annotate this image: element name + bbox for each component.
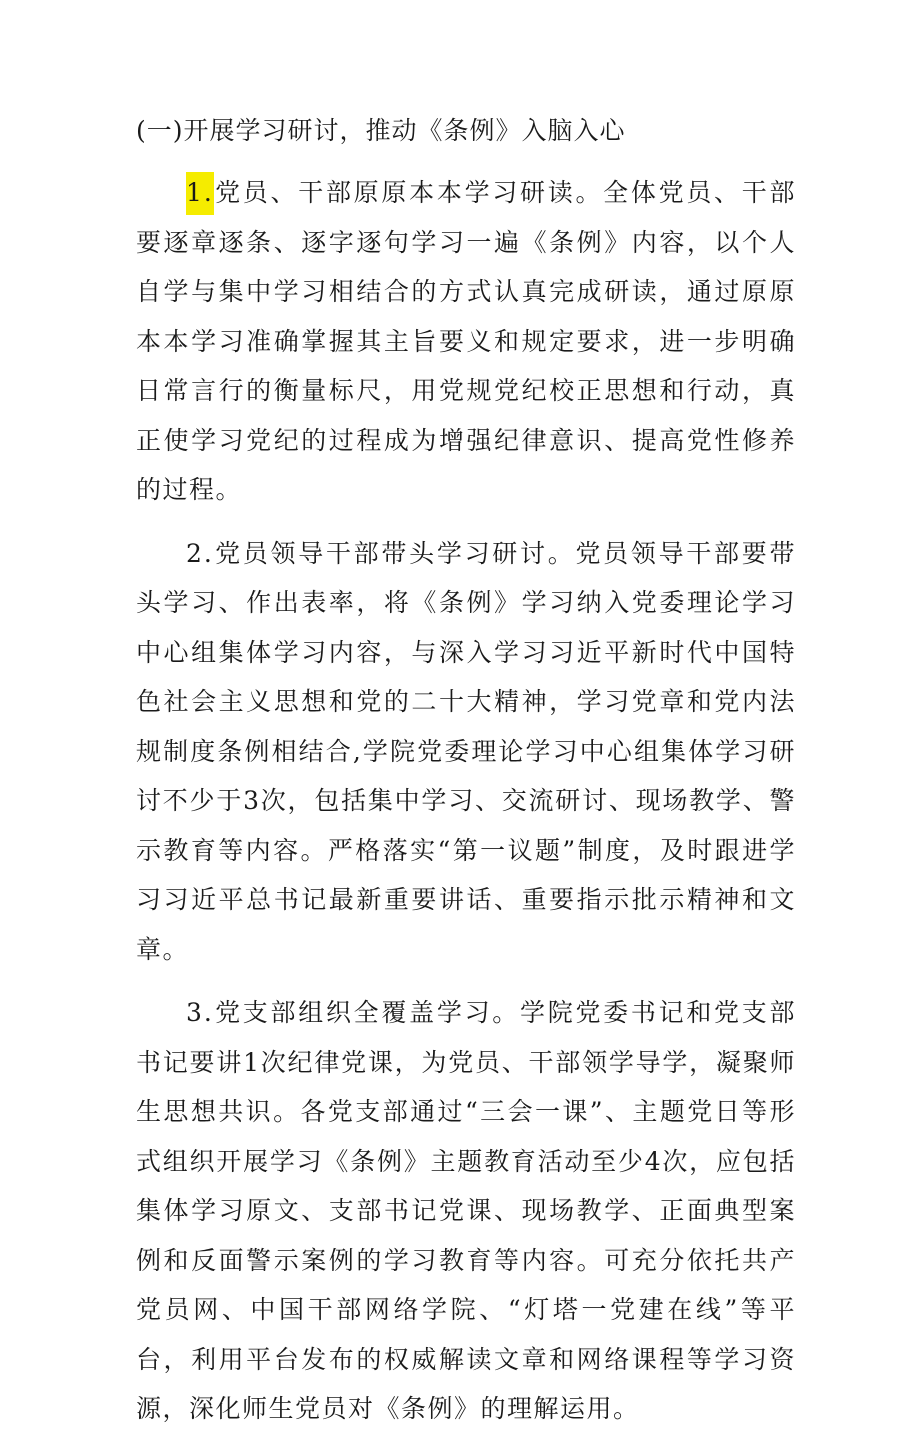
paragraph-3 — [136, 988, 796, 1434]
paragraph-text: 党员、干部原原本本学习研读。全体党员、干部要逐章逐条、逐字逐句学习一遍《条例》内容，以个人自学与集中学习相结合的方式认真完成研读，通过原原本本学习准确掌握其主旨要义和规定要求，进一步明确日常言行的衡量标尺，用党规党纪校正思想和行动，真正使学习党纪的过程成为增强纪律意识、提高党性修养的过程。 — [136, 178, 796, 504]
paragraph-number: 3. — [186, 998, 214, 1027]
document-body — [136, 113, 796, 1434]
paragraph-text: 党员领导干部带头学习研讨。党员领导干部要带头学习、作出表率，将《条例》学习纳入党委理论学习中心组集体学习内容，与深入学习习近平新时代中国特色社会主义思想和党的二十大精神，学习党章和党内法规制度条例相结合,学院党委理论学习中心组集体学习研讨不少于3次，包括集中学习、交流研讨、现场教学、警示教育等内容。严格落实“第一议题”制度，及时跟进学习习近平总书记最新重要讲话、重要指示批示精神和文章。 — [136, 538, 796, 964]
paragraph-1 — [136, 168, 796, 515]
paragraph-number: 2. — [186, 538, 214, 568]
paragraph-text: 党支部组织全覆盖学习。学院党委书记和党支部书记要讲1次纪律党课，为党员、干部领学导学，凝聚师生思想共识。各党支部通过“三会一课”、主题党日等形式组织开展学习《条例》主题教育活动至少4次，应包括集体学习原文、支部书记党课、现场教学、正面典型案例和反面警示案例的学习教育等内容。可充分依托共产党员网、中国干部网络学院、“灯塔一党建在线”等平台，利用平台发布的权威解读文章和网络课程等学习资源，深化师生党员对《条例》的理解运用。 — [136, 998, 796, 1423]
paragraph-number-highlighted: 1. — [186, 172, 214, 215]
paragraph-2 — [136, 529, 796, 975]
section-heading: (一)开展学习研讨，推动《条例》入脑入心 — [136, 116, 626, 145]
